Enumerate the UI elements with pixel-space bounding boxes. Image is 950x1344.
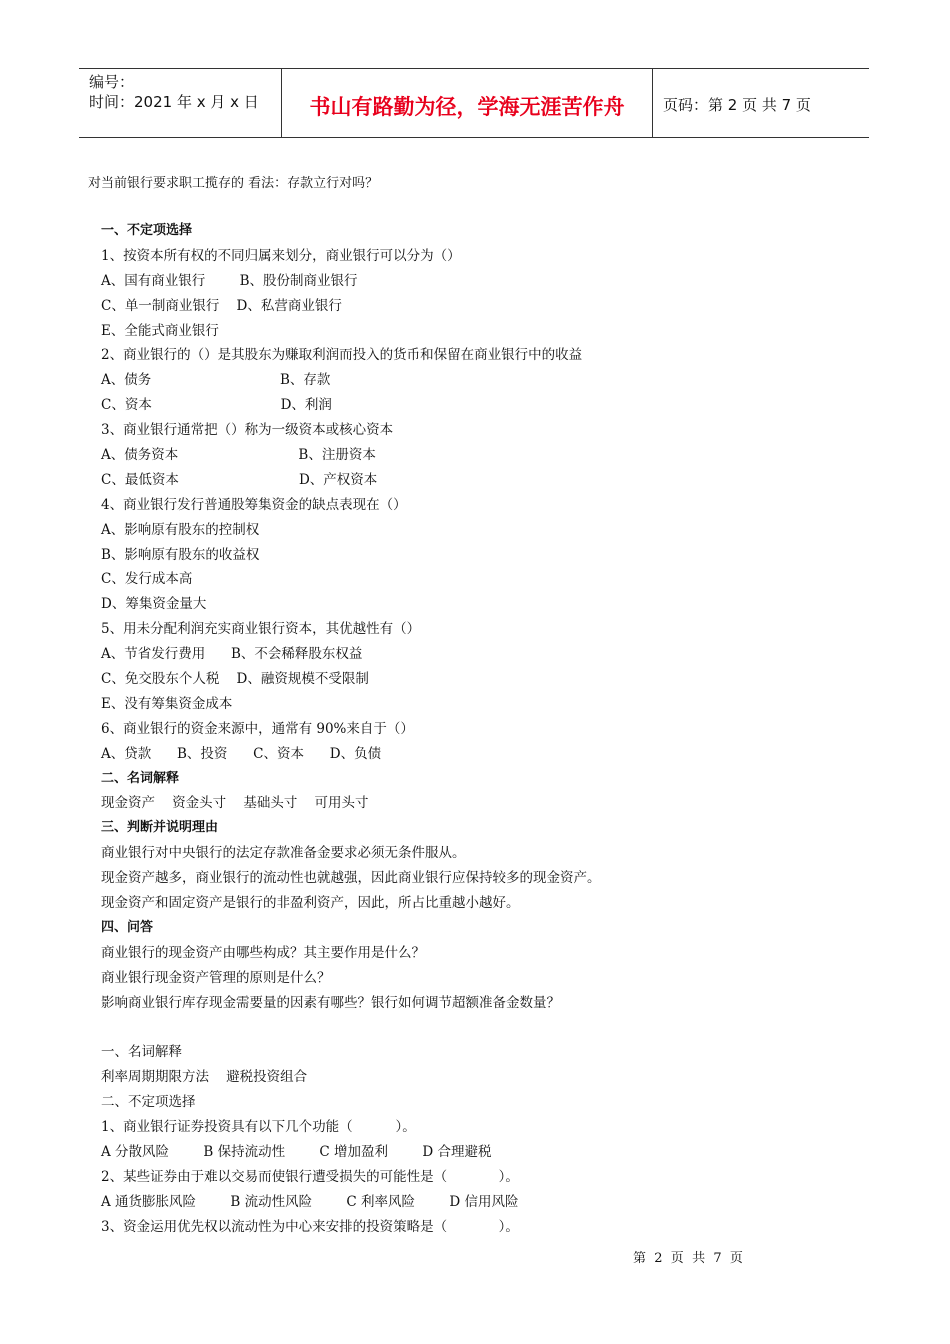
text-line: 3、资金运用优先权以流动性为中心来安排的投资策略是（ ）。 — [101, 1218, 519, 1235]
text-line: 4、商业银行发行普通股筹集资金的缺点表现在（） — [101, 496, 407, 513]
text-line: 2、商业银行的（）是其股东为赚取利润而投入的货币和保留在商业银行中的收益 — [101, 347, 583, 364]
text-line: 商业银行现金资产管理的原则是什么？ — [101, 969, 331, 986]
text-line: 1、按资本所有权的不同归属来划分，商业银行可以分为（） — [101, 247, 461, 264]
code-label: 编号： — [89, 73, 135, 91]
text-line: A 分散风险 B 保持流动性 C 增加盈利 D 合理避税 — [101, 1143, 492, 1160]
text-line: 1、商业银行证券投资具有以下几个功能（ ）。 — [101, 1119, 416, 1136]
text-line: 现金资产 资金头寸 基础头寸 可用头寸 — [101, 795, 369, 812]
text-line: 6、商业银行的资金来源中，通常有 90%来自于（） — [101, 720, 414, 737]
text-line: 5、用未分配利润充实商业银行资本，其优越性有（） — [101, 621, 421, 638]
text-line: A、债务资本 B、注册资本 — [101, 447, 376, 464]
page-header — [79, 68, 869, 138]
section-heading: 二、名词解释 — [101, 770, 180, 786]
blank-line — [101, 1016, 861, 1041]
text-line: E、全能式商业银行 — [101, 322, 219, 339]
text-line: D、筹集资金量大 — [101, 596, 207, 613]
time-label: 时间：2021 年 x 月 x 日 — [89, 93, 259, 111]
text-line: 现金资产越多，商业银行的流动性也就越强，因此商业银行应保持较多的现金资产。 — [101, 870, 601, 887]
text-line: C、最低资本 D、产权资本 — [101, 471, 378, 488]
document-body — [101, 219, 861, 1240]
text-line: A、影响原有股东的控制权 — [101, 521, 260, 538]
section-heading: 四、问答 — [101, 919, 154, 935]
text-line: C、发行成本高 — [101, 571, 193, 588]
text-line: B、影响原有股东的收益权 — [101, 546, 260, 563]
header-motto: 书山有路勤为径，学海无涯苦作舟 — [281, 69, 653, 137]
text-line: 影响商业银行库存现金需要量的因素有哪些？银行如何调节超额准备金数量？ — [101, 994, 560, 1011]
text-line: A、债务 B、存款 — [101, 372, 331, 389]
section-heading: 三、判断并说明理由 — [101, 820, 219, 836]
text-line: 商业银行的现金资产由哪些构成？其主要作用是什么？ — [101, 944, 425, 961]
text-line: E、没有筹集资金成本 — [101, 695, 233, 712]
text-line: 3、商业银行通常把（）称为一级资本或核心资本 — [101, 422, 394, 439]
text-line: 商业银行对中央银行的法定存款准备金要求必须无条件服从。 — [101, 845, 466, 862]
page-footer: 第 2 页 共 7 页 — [633, 1251, 743, 1266]
text-line: C、免交股东个人税 D、融资规模不受限制 — [101, 671, 369, 688]
text-line: A、贷款 B、投资 C、资本 D、负债 — [101, 745, 382, 762]
section-heading: 一、不定项选择 — [101, 223, 193, 238]
text-line: 利率周期期限方法 避税投资组合 — [101, 1069, 308, 1086]
text-line: A、国有商业银行 B、股份制商业银行 — [101, 272, 358, 289]
header-meta — [79, 69, 281, 137]
text-line: C、资本 D、利润 — [101, 397, 332, 414]
text-line: C、单一制商业银行 D、私营商业银行 — [101, 297, 342, 314]
intro-question: 对当前银行要求职工揽存的 看法：存款立行对吗？ — [88, 176, 379, 191]
header-page-number: 页码：第 2 页 共 7 页 — [663, 95, 811, 114]
text-line: 现金资产和固定资产是银行的非盈利资产，因此，所占比重越小越好。 — [101, 895, 520, 912]
text-line: 2、某些证券由于难以交易而使银行遭受损失的可能性是（ ）。 — [101, 1168, 519, 1185]
text-line: A 通货膨胀风险 B 流动性风险 C 利率风险 D 信用风险 — [101, 1193, 519, 1210]
text-line: 二、不定项选择 — [101, 1094, 196, 1111]
text-line: 一、名词解释 — [101, 1044, 182, 1061]
text-line: A、节省发行费用 B、不会稀释股东权益 — [101, 646, 363, 663]
